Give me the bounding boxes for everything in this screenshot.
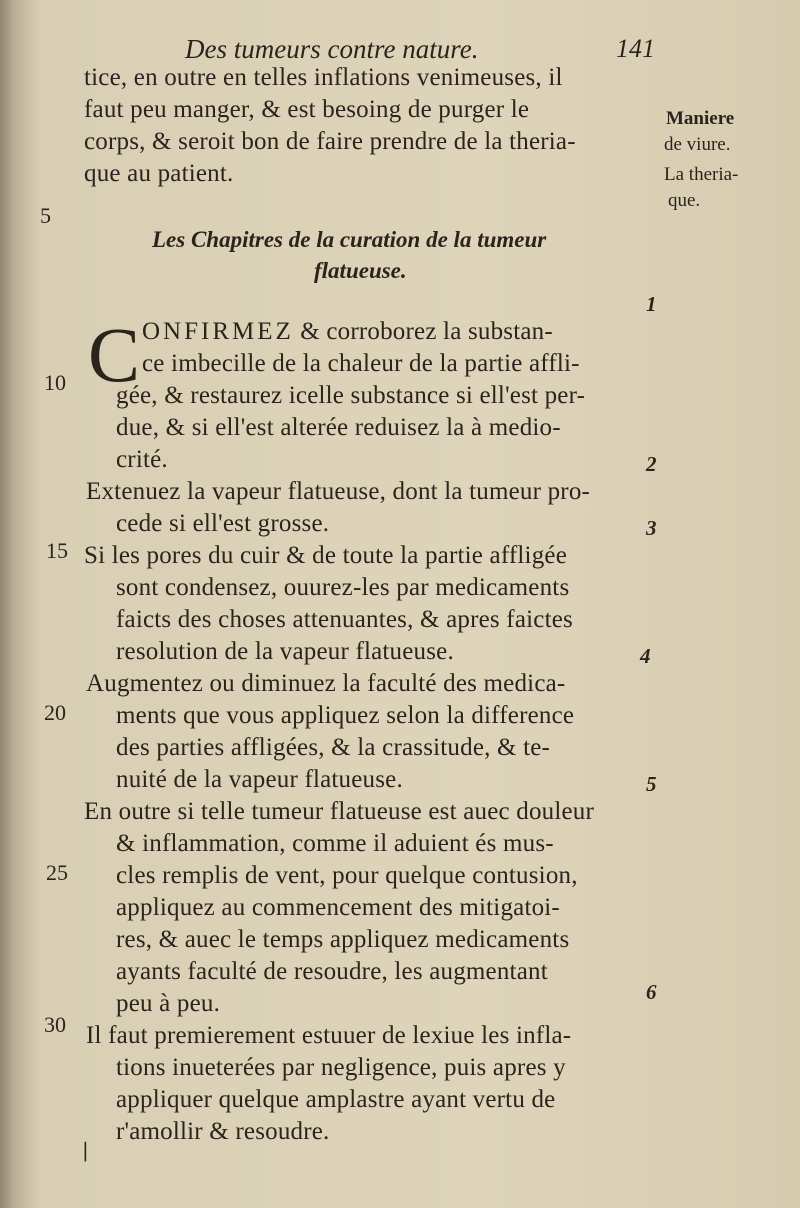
line-number: 5 — [40, 203, 51, 228]
text-line: crité. — [116, 446, 168, 473]
margin-note: La theria- — [664, 164, 739, 185]
text-line: corps, & seroit bon de faire prendre de la theria- — [84, 128, 576, 155]
text-line: faut peu manger, & est besoing de purger le — [84, 96, 530, 123]
text-line: appliquer quelque amplastre ayant vertu de — [116, 1086, 556, 1113]
text-line — [142, 318, 553, 346]
line-number: 25 — [46, 860, 68, 885]
text-line: faicts des choses attenuantes, & apres faictes — [116, 606, 573, 633]
text-fragment: & corroborez la substan- — [300, 318, 553, 345]
text-line: nuité de la vapeur flatueuse. — [116, 766, 403, 793]
text-line: resolution de la vapeur flatueuse. — [116, 638, 454, 665]
section-title: Les Chapitres de la curation de la tumeur — [152, 227, 547, 252]
text-line: ments que vous appliquez selon la difference — [116, 702, 575, 729]
text-line: ayants faculté de resoudre, les augmentant — [116, 958, 548, 985]
text-line: appliquez au commencement des mitigatoi- — [116, 894, 560, 921]
text-line: cles remplis de vent, pour quelque contusion, — [116, 862, 578, 889]
article-number: 3 — [646, 516, 657, 540]
text-line: que au patient. — [84, 160, 234, 187]
article-number: 2 — [646, 452, 657, 476]
text-line: Extenuez la vapeur flatueuse, dont la tumeur pro- — [86, 478, 591, 505]
text-line: En outre si telle tumeur flatueuse est auec douleur — [84, 798, 595, 825]
text-line: & inflammation, comme il aduient és mus- — [116, 830, 554, 857]
article-number: 5 — [646, 772, 657, 796]
line-number: 15 — [46, 538, 68, 563]
text-line: Si les pores du cuir & de toute la partie affligée — [84, 542, 567, 569]
text-line: Il faut premierement estuuer de lexiue les infla- — [86, 1022, 572, 1049]
line-number: 20 — [44, 700, 66, 725]
text-line: ce imbecille de la chaleur de la partie affli- — [142, 350, 580, 377]
drop-cap: C — [88, 311, 141, 398]
text-line: due, & si ell'est alterée reduisez la à medio- — [116, 414, 561, 441]
text-line: des parties affligées, & la crassitude, & te- — [116, 734, 551, 761]
text-line: res, & auec le temps appliquez medicaments — [116, 926, 570, 953]
margin-note: Maniere — [666, 108, 735, 129]
text-line: tice, en outre en telles inflations venimeuses, il — [84, 64, 563, 91]
running-title: Des tumeurs contre nature. — [185, 34, 479, 64]
line-number: 30 — [44, 1012, 66, 1037]
line-number: 10 — [44, 370, 66, 395]
text-line: peu à peu. — [116, 990, 221, 1017]
article-number: 6 — [646, 980, 657, 1004]
text-line: cede si ell'est grosse. — [116, 510, 330, 537]
text-line: r'amollir & resoudre. — [116, 1118, 330, 1145]
margin-note: que. — [668, 190, 701, 211]
text-line: Augmentez ou diminuez la faculté des medica- — [86, 670, 566, 697]
small-caps-word: ONFIRMEZ — [142, 318, 294, 345]
text-line: tions inueterées par negligence, puis apres y — [116, 1054, 566, 1081]
text-line: gée, & restaurez icelle substance si ell'est per- — [116, 382, 586, 409]
margin-note: de viure. — [664, 134, 731, 155]
page-number: 141 — [616, 34, 655, 63]
section-title: flatueuse. — [314, 258, 407, 283]
ink-mark: | — [82, 1138, 89, 1162]
text-line: sont condensez, ouurez-les par medicaments — [116, 574, 570, 601]
article-number: 4 — [640, 644, 651, 668]
article-number: 1 — [646, 292, 657, 316]
